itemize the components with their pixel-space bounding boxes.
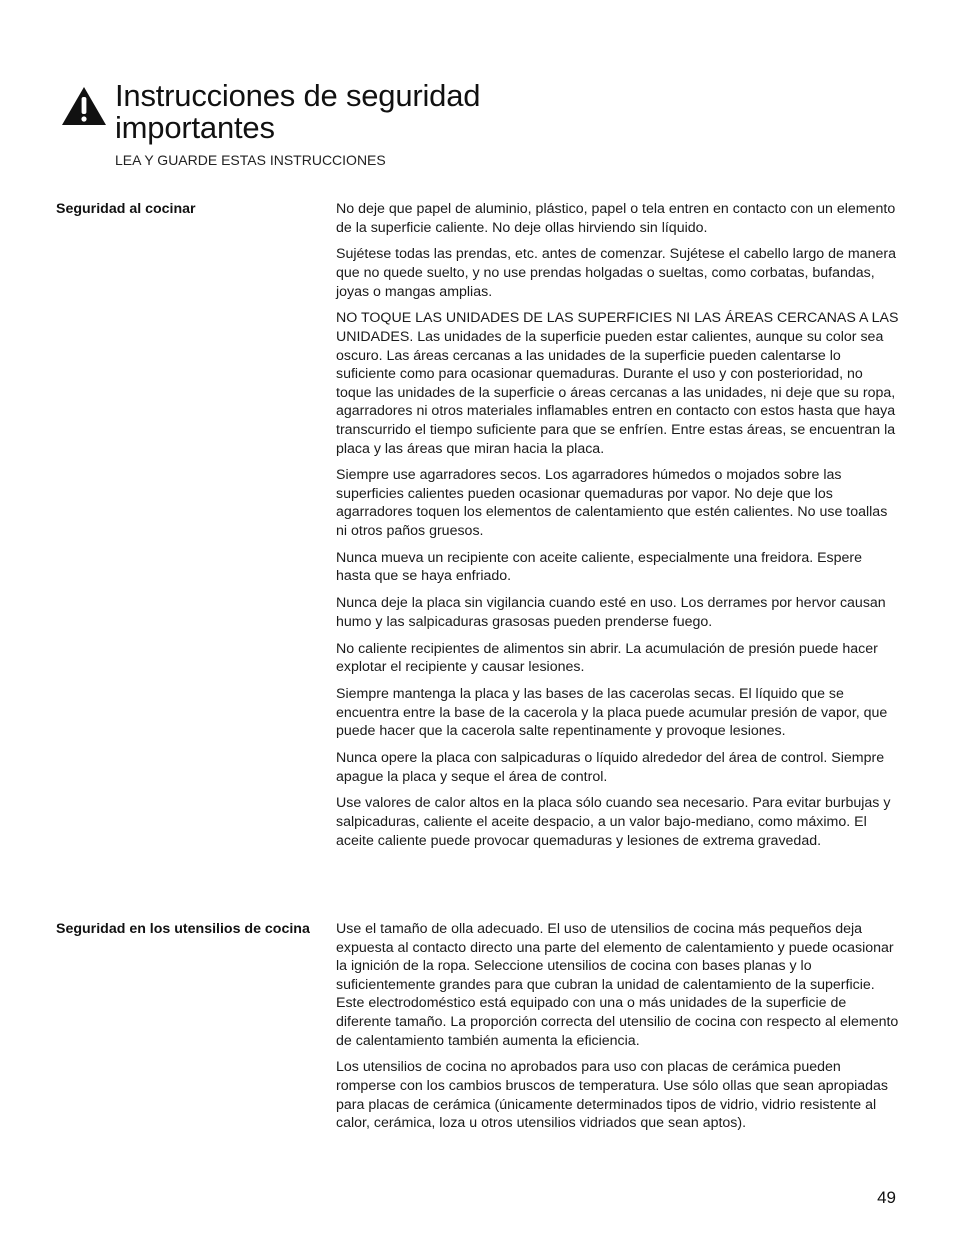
section-heading: Seguridad en los utensilios de cocina (56, 921, 310, 937)
paragraph: NO TOQUE LAS UNIDADES DE LAS SUPERFICIES NI LAS ÁREAS CERCANAS A LAS UNIDADES. Las unidades de la superficie pueden estar calientes, aunque su color sea oscuro. Las áreas cercanas a las unidades de la superficie pueden calentarse lo suficiente como para ocasionar quemaduras. Durante el uso y con posterioridad, no toque las unidades de la superficie o áreas cercanas a las unidades, ni deje que su ropa, agarradores ni otros materiales inflamables entren en contacto con estos hasta que haya transcurrido el tiempo suficiente para que se enfríen. Entre estas áreas, se encuentran la placa y las áreas que miran hacia la placa. (336, 310, 899, 457)
paragraph: No deje que papel de aluminio, plástico, papel o tela entren en contacto con un elemento de la superficie caliente. No deje ollas hirviendo sin líquido. (336, 201, 896, 236)
page-title-line-2: importantes (115, 110, 275, 145)
paragraph: Nunca mueva un recipiente con aceite caliente, especialmente una freidora. Espere hasta que se haya enfriado. (336, 549, 863, 585)
section-heading: Seguridad al cocinar (56, 201, 196, 217)
page-number: 49 (877, 1188, 896, 1207)
paragraph: Use valores de calor altos en la placa sólo cuando sea necesario. Para evitar burbujas y salpicaduras, caliente el aceite despacio, a un valor bajo-mediano, como máximo. El aceite caliente puede provocar quemaduras y lesiones de extrema gravedad. (336, 795, 891, 849)
paragraph: Use el tamaño de olla adecuado. El uso de utensilios de cocina más pequeños deja expuesta al contacto directo una parte del elemento de calentamiento y puede ocasionar la ignición de la ropa. Seleccione utensilios de cocina con bases planas y lo suficientemente grandes para que cubran la unidad de calentamiento de la superficie. Este electrodoméstico está equipado con una o más unidades de la superficie de diferente tamaño. La proporción correcta del utensilio de cocina con respecto al elemento de calentamiento también aumenta la eficiencia. (336, 921, 899, 1049)
section-body (336, 200, 900, 858)
paragraph: Nunca deje la placa sin vigilancia cuando esté en uso. Los derrames por hervor causan humo y las salpicaduras grasosas pueden prenderse fuego. (336, 595, 886, 630)
paragraph: Nunca opere la placa con salpicaduras o líquido alrededor del área de control. Siempre apague la placa y seque el área de control. (336, 749, 885, 785)
warning-triangle-icon (60, 85, 108, 127)
paragraph: Sujétese todas las prendas, etc. antes de comenzar. Sujétese el cabello largo de manera que no quede suelto, y no use prendas holgadas o sueltas, como corbatas, bufandas, joyas o mangas amplias. (336, 246, 896, 300)
paragraph: Siempre mantenga la placa y las bases de las cacerolas secas. El líquido que se encuentra entre la base de la cacerola y la placa puede acumular presión de vapor, que puede hacer que la cacerola salte repentinamente y provoque lesiones. (336, 685, 888, 740)
page-title (115, 80, 480, 144)
paragraph: Los utensilios de cocina no aprobados para uso con placas de cerámica pueden romperse con los cambios bruscos de temperatura. Use sólo ollas que sean apropiadas para placas de cerámica (únicamente determinados tipos de vidrio, vidrio resistente al calor, cerámica, loza u otros utensilios vidriados que sean aptos). (336, 1059, 889, 1132)
section-body (336, 920, 900, 1141)
paragraph: Siempre use agarradores secos. Los agarradores húmedos o mojados sobre las superficies calientes pueden ocasionar quemaduras por vapor. No deje que los agarradores toquen los elementos de calentamiento que estén calientes. No use toallas ni otros paños gruesos. (336, 467, 888, 540)
page-subtitle: LEA Y GUARDE ESTAS INSTRUCCIONES (115, 152, 386, 168)
page-title-line-1: Instrucciones de seguridad (115, 78, 481, 113)
paragraph: No caliente recipientes de alimentos sin abrir. La acumulación de presión puede hacer explotar el recipiente y causar lesiones. (336, 640, 878, 676)
